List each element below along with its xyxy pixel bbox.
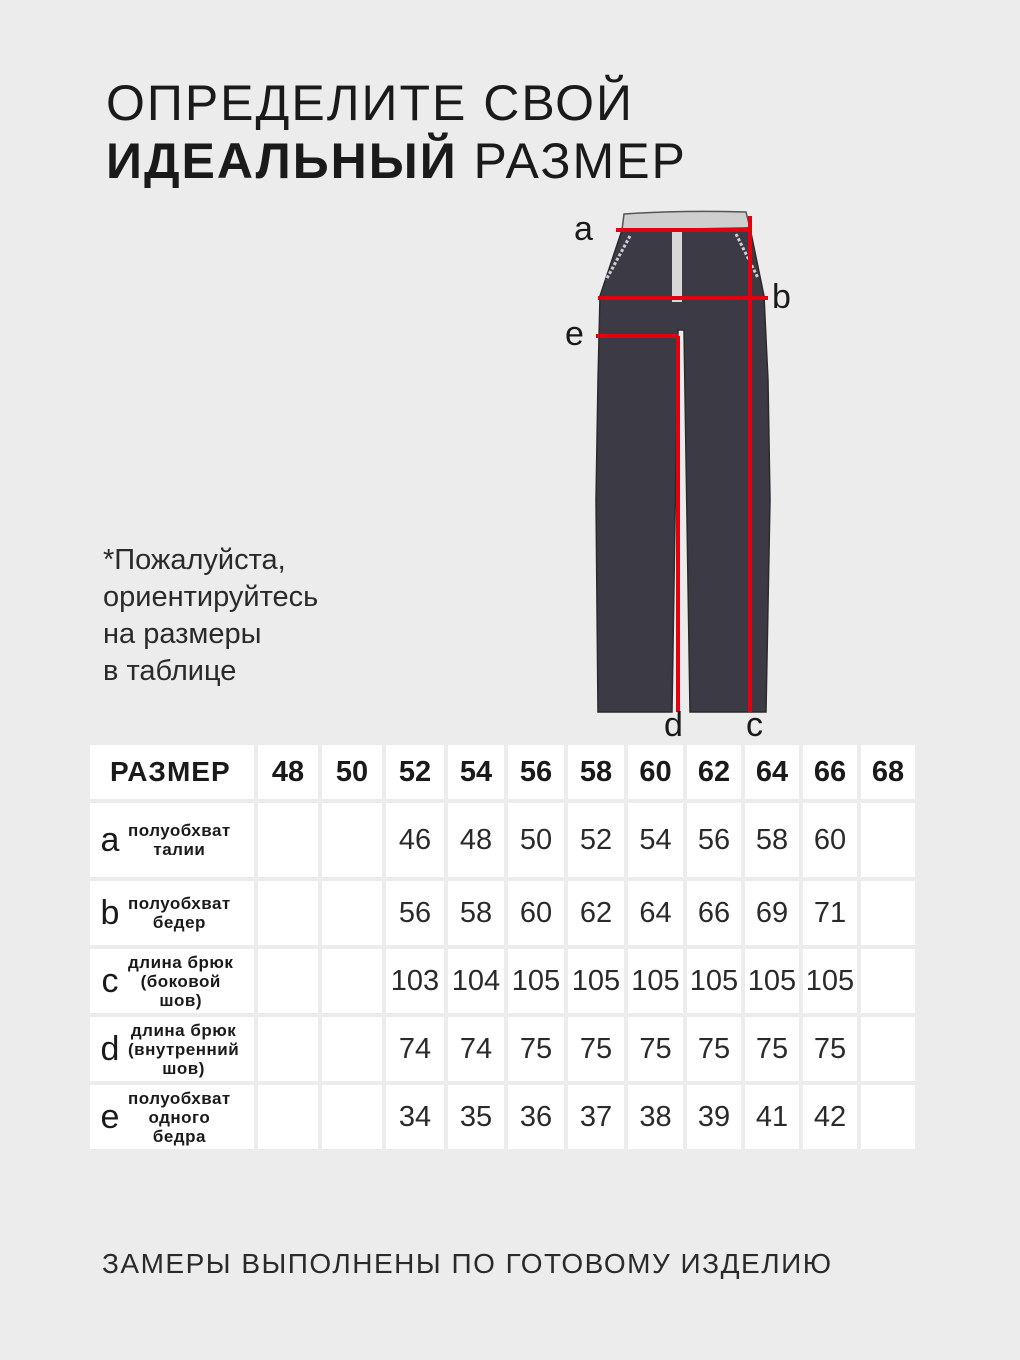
header-size: 54: [448, 745, 504, 799]
table-cell: 105: [568, 949, 624, 1013]
table-cell: 58: [448, 881, 504, 945]
measurement-cell: [90, 1017, 254, 1081]
table-cell: 38: [628, 1085, 683, 1149]
table-cell: 60: [508, 881, 564, 945]
table-cell: 66: [687, 881, 741, 945]
table-cell: 56: [687, 803, 741, 877]
table-cell: 103: [386, 949, 444, 1013]
table-cell: 56: [386, 881, 444, 945]
measurement-label: [90, 821, 254, 860]
measurement-label: [90, 894, 254, 933]
page-title: [106, 74, 687, 190]
table-cell: [322, 803, 382, 877]
table-cell: [258, 1017, 318, 1081]
table-cell: 104: [448, 949, 504, 1013]
table-row: [90, 1017, 915, 1081]
table-cell: [322, 1017, 382, 1081]
table-cell: 60: [803, 803, 857, 877]
header-size: 66: [803, 745, 857, 799]
title-line-2-rest: РАЗМЕР: [457, 133, 687, 189]
measurement-cell: [90, 803, 254, 877]
table-cell: [861, 949, 915, 1013]
table-cell: 105: [803, 949, 857, 1013]
table-cell: 75: [628, 1017, 683, 1081]
table-cell: [258, 1085, 318, 1149]
measurement-name: полуобхват бедер: [128, 894, 231, 932]
title-line-1: ОПРЕДЕЛИТЕ СВОЙ: [106, 75, 634, 131]
diagram-label-b: b: [772, 278, 791, 316]
table-cell: 75: [687, 1017, 741, 1081]
table-cell: 75: [745, 1017, 799, 1081]
table-cell: 105: [687, 949, 741, 1013]
header-size: 64: [745, 745, 799, 799]
size-table: [86, 741, 919, 1153]
measurement-label: [90, 1089, 254, 1146]
table-cell: 35: [448, 1085, 504, 1149]
table-cell: 75: [508, 1017, 564, 1081]
table-cell: 69: [745, 881, 799, 945]
table-cell: 37: [568, 1085, 624, 1149]
table-cell: 71: [803, 881, 857, 945]
header-size: 56: [508, 745, 564, 799]
measurement-letter: e: [100, 1097, 120, 1136]
measurement-name: полуобхват талии: [128, 821, 231, 859]
table-cell: 42: [803, 1085, 857, 1149]
table-cell: 75: [568, 1017, 624, 1081]
measurement-cell: [90, 881, 254, 945]
header-size: 68: [861, 745, 915, 799]
diagram-label-c: c: [746, 706, 763, 744]
diagram-label-d: d: [664, 706, 683, 744]
table-cell: 48: [448, 803, 504, 877]
diagram-label-e: e: [565, 315, 584, 353]
table-cell: [861, 881, 915, 945]
header-size: 50: [322, 745, 382, 799]
measurement-label: [90, 1021, 254, 1078]
table-cell: 105: [628, 949, 683, 1013]
table-row: [90, 881, 915, 945]
table-row: [90, 1085, 915, 1149]
fly-placket: [672, 230, 682, 302]
table-cell: 46: [386, 803, 444, 877]
pants-body-shape: [596, 228, 770, 712]
measurement-name: длина брюк (внутренний шов): [128, 1020, 240, 1078]
table-cell: 64: [628, 881, 683, 945]
table-cell: [861, 1017, 915, 1081]
table-cell: 39: [687, 1085, 741, 1149]
measurement-letter: d: [100, 1029, 120, 1068]
table-cell: [258, 949, 318, 1013]
table-cell: 74: [386, 1017, 444, 1081]
table-row: [90, 949, 915, 1013]
measurement-cell: [90, 949, 254, 1013]
table-cell: [322, 949, 382, 1013]
diagram-label-a: a: [574, 210, 593, 248]
table-cell: 75: [803, 1017, 857, 1081]
table-cell: 34: [386, 1085, 444, 1149]
table-cell: 54: [628, 803, 683, 877]
measurement-letter: a: [100, 820, 120, 859]
table-cell: 36: [508, 1085, 564, 1149]
table-cell: 105: [745, 949, 799, 1013]
measurement-name: длина брюк (боковой шов): [128, 952, 234, 1010]
measurement-letter: b: [100, 893, 120, 932]
title-bold-word: ИДЕАЛЬНЫЙ: [106, 133, 458, 189]
pants-diagram: [560, 200, 810, 745]
table-cell: [322, 1085, 382, 1149]
header-size: 60: [628, 745, 683, 799]
measurement-name: полуобхват одного бедра: [128, 1088, 231, 1146]
footer-note: ЗАМЕРЫ ВЫПОЛНЕНЫ ПО ГОТОВОМУ ИЗДЕЛИЮ: [102, 1248, 833, 1279]
table-cell: [322, 881, 382, 945]
table-cell: 50: [508, 803, 564, 877]
header-size: 52: [386, 745, 444, 799]
measurement-cell: [90, 1085, 254, 1149]
table-cell: 105: [508, 949, 564, 1013]
measurement-letter: c: [101, 961, 119, 1000]
table-cell: [861, 803, 915, 877]
table-cell: [861, 1085, 915, 1149]
size-note: *Пожалуйста, ориентируйтесь на размеры в таблице: [103, 544, 319, 687]
table-cell: 74: [448, 1017, 504, 1081]
header-size: 48: [258, 745, 318, 799]
table-cell: [258, 803, 318, 877]
header-size: 58: [568, 745, 624, 799]
table-cell: 58: [745, 803, 799, 877]
table-row: [90, 803, 915, 877]
table-cell: 62: [568, 881, 624, 945]
table-cell: 41: [745, 1085, 799, 1149]
table-header-row: [90, 745, 915, 799]
table-cell: [258, 881, 318, 945]
header-size: 62: [687, 745, 741, 799]
header-size-label: РАЗМЕР: [90, 745, 254, 799]
table-cell: 52: [568, 803, 624, 877]
measurement-label: [90, 953, 254, 1010]
